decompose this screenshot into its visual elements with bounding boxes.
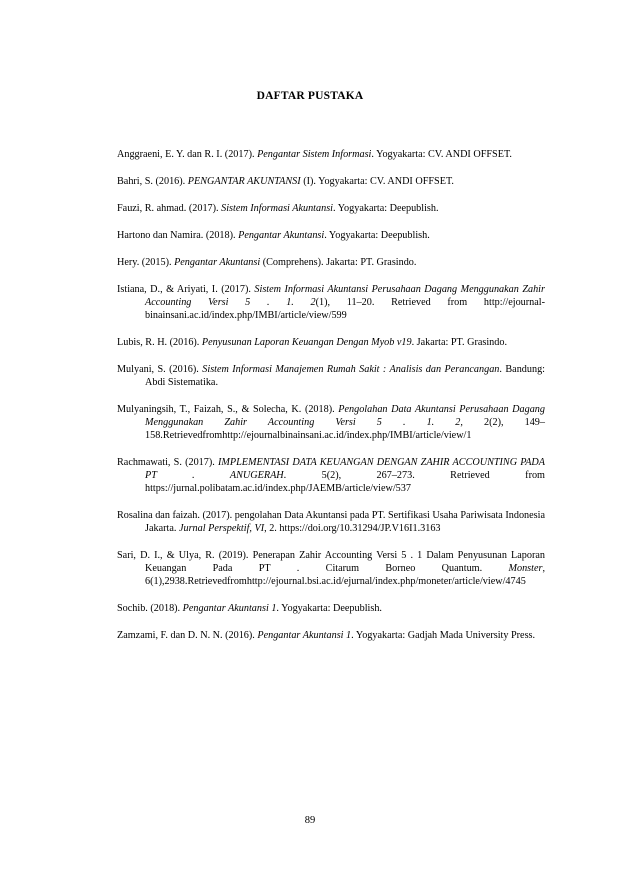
- reference-authors: Bahri, S. (2016).: [117, 176, 188, 187]
- reference-publication: , 6(1),2938.Retrievedfromhttp://ejournal.bsi.ac.id/ejurnal/index.php/moneter/article/view/4745: [145, 563, 545, 587]
- reference-publication: , 2. https://doi.org/10.31294/JP.V16I1.3163: [264, 523, 441, 534]
- reference-publication: . Yogyakarta: Deepublish.: [324, 230, 430, 241]
- reference-title: Jurnal Perspektif, VI: [178, 523, 265, 534]
- reference-publication: . Yogyakarta: Gadjah Mada University Press.: [351, 630, 536, 641]
- reference-publication: (Comprehens). Jakarta: PT. Grasindo.: [260, 257, 417, 268]
- reference-entry: [117, 148, 545, 161]
- reference-entry: [117, 456, 545, 495]
- reference-title: Pengantar Akuntansi: [174, 257, 261, 268]
- reference-entry: [117, 363, 545, 389]
- reference-authors: Istiana, D., & Ariyati, I. (2017).: [117, 284, 255, 295]
- reference-title: Pengantar Akuntansi 1: [257, 630, 352, 641]
- reference-title: Pengantar Akuntansi: [238, 230, 325, 241]
- reference-authors: Lubis, R. H. (2016).: [117, 337, 202, 348]
- reference-publication: . Yogyakarta: CV. ANDI OFFSET.: [371, 149, 512, 160]
- reference-title: Monster: [508, 563, 543, 574]
- reference-title: Pengantar Akuntansi 1: [182, 603, 277, 614]
- reference-entry: [117, 256, 545, 269]
- reference-entry: [117, 283, 545, 322]
- reference-publication: (I). Yogyakarta: CV. ANDI OFFSET.: [300, 176, 454, 187]
- reference-entry: [117, 509, 545, 535]
- reference-authors: Rachmawati, S. (2017).: [117, 457, 219, 468]
- reference-publication: . 5(2), 267–273. Retrieved from https://jurnal.polibatam.ac.id/index.php/JAEMB/article/view/537: [145, 470, 545, 494]
- reference-authors: Sari, D. I., & Ulya, R. (2019). Penerapan Zahir Accounting Versi 5 . 1 Dalam Penyusunan Laporan Keuangan Pada PT . Citarum Borneo Quantum.: [117, 550, 545, 574]
- reference-authors: Sochib. (2018).: [117, 603, 183, 614]
- reference-authors: Mulyani, S. (2016).: [117, 364, 203, 375]
- reference-entry: [117, 336, 545, 349]
- reference-title: PENGANTAR AKUNTANSI: [187, 176, 301, 187]
- reference-publication: (1), 11–20. Retrieved from http://ejournal-binainsani.ac.id/index.php/IMBI/article/view/599: [145, 297, 546, 321]
- reference-authors: Zamzami, F. dan D. N. N. (2016).: [117, 630, 258, 641]
- reference-authors: Fauzi, R. ahmad. (2017).: [117, 203, 222, 214]
- reference-title: IMPLEMENTASI DATA KEUANGAN DENGAN ZAHIR ACCOUNTING PADA PT . ANUGERAH: [145, 457, 546, 481]
- reference-entry: [117, 629, 545, 642]
- reference-authors: Rosalina dan faizah. (2017). pengolahan Data Akuntansi pada PT. Sertifikasi Usaha Pariwisata Indonesia Jakarta.: [117, 510, 545, 534]
- reference-publication: . Yogyakarta: Deepublish.: [276, 603, 382, 614]
- reference-title: Pengolahan Data Akuntansi Perusahaan Dagang Menggunakan Zahir Accounting Versi 5 . 1. 2: [145, 404, 545, 428]
- reference-list: [117, 148, 545, 656]
- reference-authors: Anggraeni, E. Y. dan R. I. (2017).: [117, 149, 258, 160]
- reference-authors: Hery. (2015).: [117, 257, 175, 268]
- reference-title: Penyusunan Laporan Keuangan Dengan Myob v19: [201, 337, 412, 348]
- page-title: DAFTAR PUSTAKA: [256, 90, 364, 102]
- reference-authors: Hartono dan Namira. (2018).: [117, 230, 239, 241]
- reference-title: Sistem Informasi Akuntansi Perusahaan Dagang Menggunakan Zahir Accounting Versi 5 . 1. 2: [145, 284, 545, 308]
- reference-publication: . Yogyakarta: Deepublish.: [333, 203, 439, 214]
- reference-entry: [117, 403, 545, 442]
- reference-entry: [117, 549, 545, 588]
- reference-entry: [117, 229, 545, 242]
- reference-publication: . Bandung: Abdi Sistematika.: [145, 364, 545, 388]
- reference-title: Sistem Informasi Akuntansi: [221, 203, 333, 214]
- reference-entry: [117, 602, 545, 615]
- reference-title: Pengantar Sistem Informasi: [257, 149, 372, 160]
- reference-publication: , 2(2), 149–158.Retrievedfromhttp://ejournalbinainsani.ac.id/index.php/IMBI/article/view/1: [145, 417, 545, 441]
- reference-title: Sistem Informasi Manajemen Rumah Sakit : Analisis dan Perancangan: [202, 364, 500, 375]
- page-number: 89: [304, 815, 316, 826]
- reference-authors: Mulyaningsih, T., Faizah, S., & Solecha, K. (2018).: [117, 404, 339, 415]
- reference-entry: [117, 175, 545, 188]
- reference-entry: [117, 202, 545, 215]
- reference-publication: . Jakarta: PT. Grasindo.: [411, 337, 508, 348]
